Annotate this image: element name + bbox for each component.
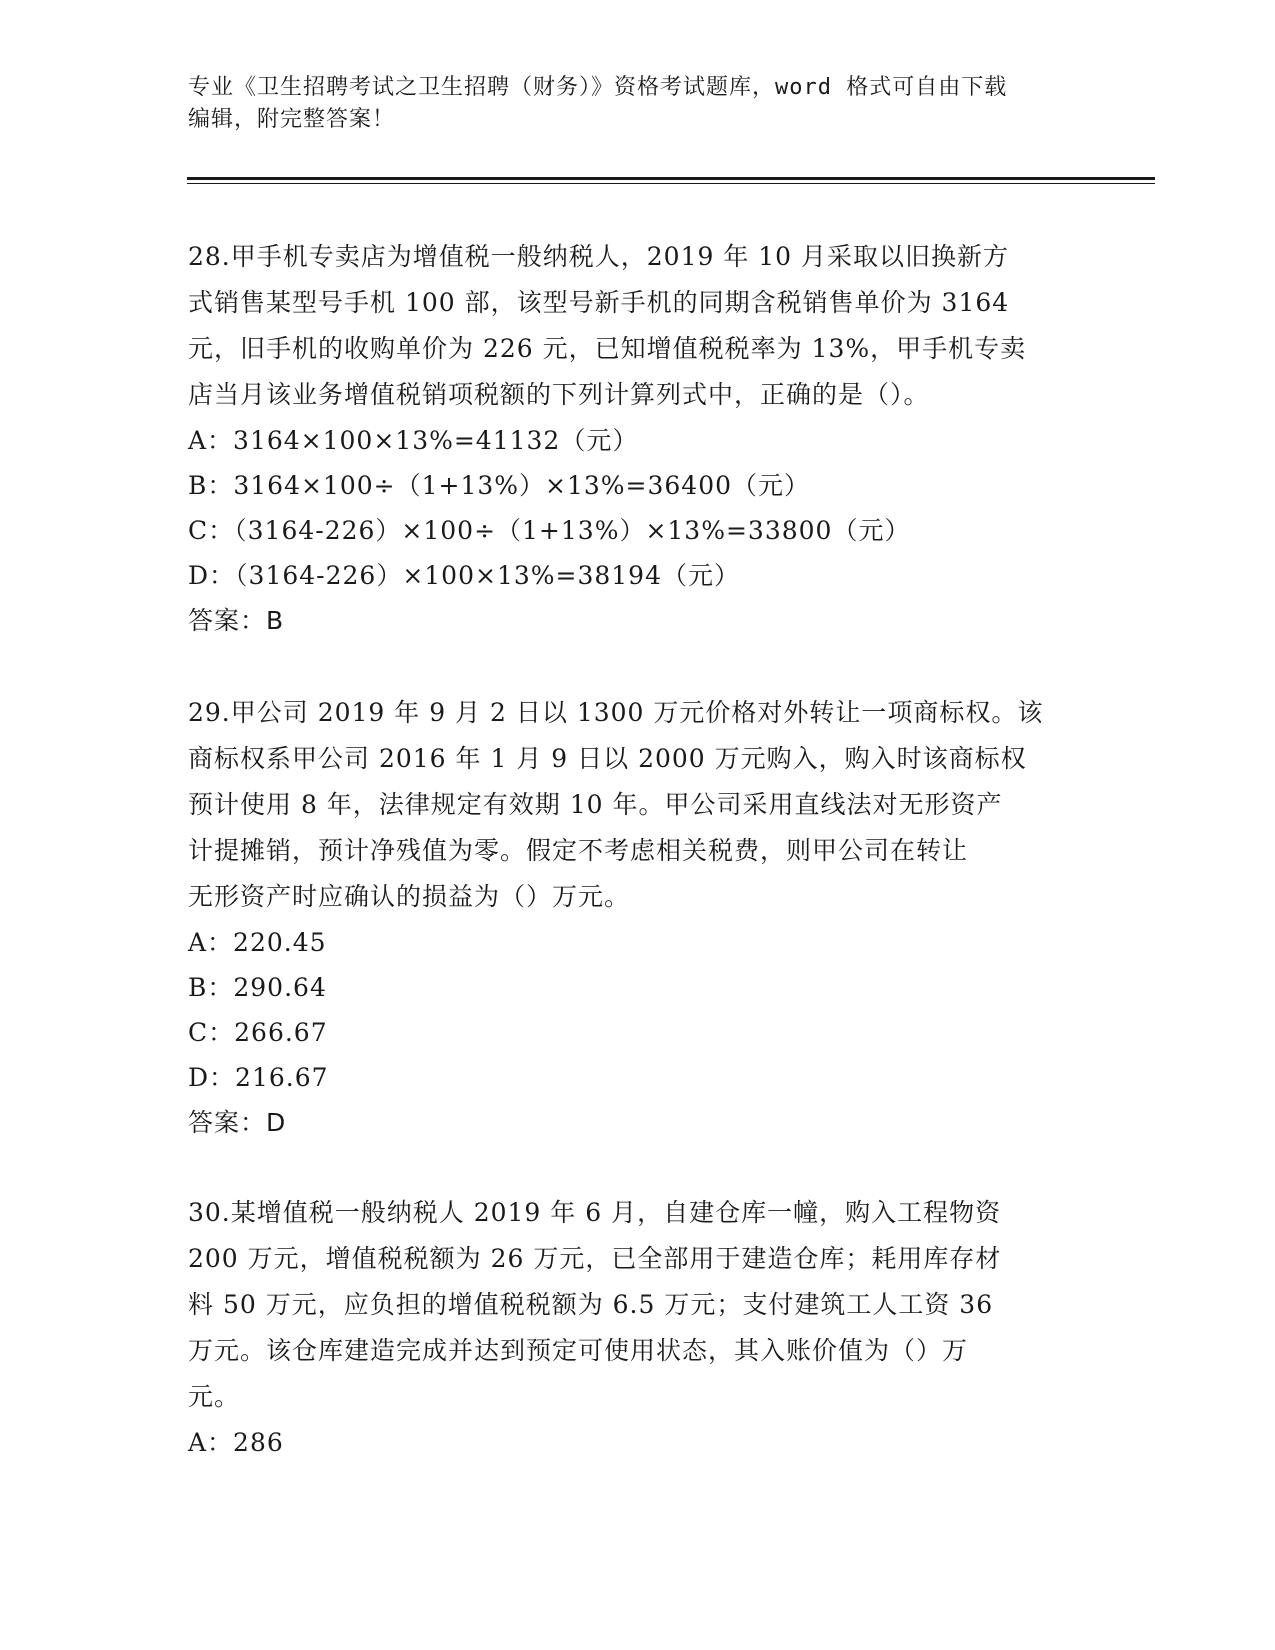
- stem-line: 28.甲手机专卖店为增值税一般纳税人，2019 年 10 月采取以旧换新方: [188, 242, 1010, 271]
- header-divider-thin: [187, 183, 1155, 184]
- stem-line: 元。: [188, 1382, 241, 1411]
- stem-line: 商标权系甲公司 2016 年 1 月 9 日以 2000 万元购入，购入时该商标权: [188, 744, 1027, 773]
- question-stem: [188, 1190, 1088, 1420]
- option-d: D：（3164-226）×100×13%=38194（元）: [188, 561, 740, 590]
- header-divider-thick: [187, 177, 1155, 180]
- stem-line: 30.某增值税一般纳税人 2019 年 6 月，自建仓库一幢，购入工程物资: [188, 1198, 1002, 1227]
- question-30: [188, 1190, 1088, 1465]
- option-a: A：220.45: [188, 928, 327, 957]
- option-a: A：286: [188, 1428, 284, 1457]
- header-line: 专业《卫生招聘考试之卫生招聘（财务）》资格考试题库，word 格式可自由下载: [188, 75, 1008, 100]
- stem-line: 预计使用 8 年，法律规定有效期 10 年。甲公司采用直线法对无形资产: [188, 790, 1003, 819]
- document-header: [188, 72, 1088, 136]
- question-29: [188, 690, 1088, 1146]
- stem-line: 29.甲公司 2019 年 9 月 2 日以 1300 万元价格对外转让一项商标权。该: [188, 698, 1044, 727]
- question-stem: [188, 234, 1088, 418]
- header-line: 编辑，附完整答案！: [188, 107, 396, 132]
- stem-line: 店当月该业务增值税销项税额的下列计算列式中，正确的是（）。: [188, 380, 930, 409]
- stem-line: 无形资产时应确认的损益为（）万元。: [188, 882, 631, 911]
- option-c: C：266.67: [188, 1018, 328, 1047]
- stem-line: 式销售某型号手机 100 部，该型号新手机的同期含税销售单价为 3164: [188, 288, 1010, 317]
- stem-line: 计提摊销，预计净残值为零。假定不考虑相关税费，则甲公司在转让: [188, 836, 969, 865]
- option-c: C：（3164-226）×100÷（1+13%）×13%=33800（元）: [188, 516, 911, 545]
- option-d: D：216.67: [188, 1063, 329, 1092]
- option-b: B：290.64: [188, 973, 327, 1002]
- option-a: A：3164×100×13%=41132（元）: [188, 426, 639, 455]
- stem-line: 200 万元，增值税税额为 26 万元，已全部用于建造仓库；耗用库存材: [188, 1244, 1002, 1273]
- question-stem: [188, 690, 1088, 920]
- answer-label: 答案：D: [188, 1108, 287, 1137]
- stem-line: 料 50 万元，应负担的增值税税额为 6.5 万元；支付建筑工人工资 36: [188, 1290, 994, 1319]
- stem-line: 元，旧手机的收购单价为 226 元，已知增值税税率为 13%，甲手机专卖: [188, 334, 1027, 363]
- option-b: B：3164×100÷（1+13%）×13%=36400（元）: [188, 471, 811, 500]
- stem-line: 万元。该仓库建造完成并达到预定可使用状态，其入账价值为（）万: [188, 1336, 969, 1365]
- answer-label: 答案：B: [188, 606, 285, 635]
- question-28: [188, 234, 1088, 644]
